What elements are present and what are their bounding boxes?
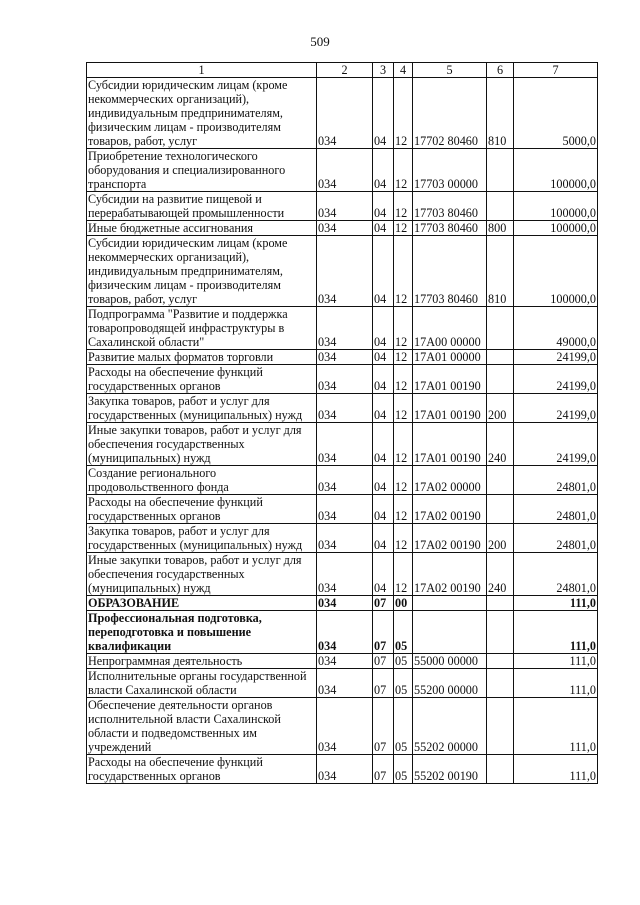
table-row — [87, 755, 598, 784]
row-pr-cell: 12 — [394, 236, 413, 307]
row-vr-cell — [487, 365, 514, 394]
row-gr-cell: 034 — [317, 221, 373, 236]
table-row — [87, 654, 598, 669]
row-sum-cell: 24199,0 — [514, 423, 598, 466]
row-vr-cell — [487, 654, 514, 669]
header-col-pr: 4 — [394, 63, 413, 78]
row-sum-cell: 24199,0 — [514, 350, 598, 365]
row-vr-cell: 810 — [487, 78, 514, 149]
row-name-cell: Создание регионального продовольственного фонда — [87, 466, 317, 495]
row-name-cell: Субсидии юридическим лицам (кроме некоммерческих организаций), индивидуальным предпринимателям, физическим лицам - производителям товаров, работ, услуг — [87, 78, 317, 149]
row-vr-cell: 810 — [487, 236, 514, 307]
row-vr-cell — [487, 596, 514, 611]
row-rz-cell: 04 — [373, 394, 394, 423]
table-row — [87, 236, 598, 307]
row-sum-cell: 100000,0 — [514, 149, 598, 192]
table-row — [87, 553, 598, 596]
row-name-cell: Иные бюджетные ассигнования — [87, 221, 317, 236]
row-pr-cell: 12 — [394, 466, 413, 495]
row-rz-cell: 07 — [373, 654, 394, 669]
row-name-cell: Расходы на обеспечение функций государственных органов — [87, 365, 317, 394]
row-name-cell: Подпрограмма "Развитие и поддержка товаропроводящей инфраструктуры в Сахалинской области" — [87, 307, 317, 350]
header-col-sum: 7 — [514, 63, 598, 78]
row-pr-cell: 12 — [394, 78, 413, 149]
row-name-cell: Обеспечение деятельности органов исполнительной власти Сахалинской области и подведомственных им учреждений — [87, 698, 317, 755]
row-csr-cell: 17703 00000 — [413, 149, 487, 192]
row-vr-cell — [487, 698, 514, 755]
row-rz-cell: 04 — [373, 236, 394, 307]
row-vr-cell — [487, 611, 514, 654]
row-rz-cell: 04 — [373, 365, 394, 394]
page-number: 509 — [310, 34, 330, 49]
row-pr-cell: 05 — [394, 669, 413, 698]
row-sum-cell: 24199,0 — [514, 365, 598, 394]
row-gr-cell: 034 — [317, 307, 373, 350]
row-sum-cell: 100000,0 — [514, 221, 598, 236]
header-col-gr: 2 — [317, 63, 373, 78]
row-rz-cell: 07 — [373, 611, 394, 654]
header-col-vr: 6 — [487, 63, 514, 78]
row-csr-cell: 55200 00000 — [413, 669, 487, 698]
row-pr-cell: 12 — [394, 221, 413, 236]
row-rz-cell: 04 — [373, 553, 394, 596]
header-col-csr: 5 — [413, 63, 487, 78]
row-csr-cell: 17703 80460 — [413, 236, 487, 307]
row-rz-cell: 04 — [373, 524, 394, 553]
row-vr-cell — [487, 307, 514, 350]
row-csr-cell — [413, 611, 487, 654]
row-vr-cell — [487, 669, 514, 698]
row-csr-cell: 17А01 00190 — [413, 365, 487, 394]
row-pr-cell: 00 — [394, 596, 413, 611]
table-row — [87, 350, 598, 365]
row-csr-cell: 17703 80460 — [413, 192, 487, 221]
table-row — [87, 365, 598, 394]
row-name-cell: Субсидии на развитие пищевой и перерабатывающей промышленности — [87, 192, 317, 221]
row-name-cell: Развитие малых форматов торговли — [87, 350, 317, 365]
row-rz-cell: 04 — [373, 466, 394, 495]
row-pr-cell: 12 — [394, 495, 413, 524]
row-sum-cell: 24801,0 — [514, 495, 598, 524]
row-vr-cell: 200 — [487, 524, 514, 553]
table-row — [87, 669, 598, 698]
row-csr-cell: 55202 00190 — [413, 755, 487, 784]
row-csr-cell: 17703 80460 — [413, 221, 487, 236]
row-pr-cell: 12 — [394, 394, 413, 423]
row-rz-cell: 04 — [373, 350, 394, 365]
row-sum-cell: 111,0 — [514, 596, 598, 611]
row-gr-cell: 034 — [317, 394, 373, 423]
row-pr-cell: 12 — [394, 365, 413, 394]
row-sum-cell: 49000,0 — [514, 307, 598, 350]
row-rz-cell: 04 — [373, 221, 394, 236]
table-row — [87, 596, 598, 611]
row-gr-cell: 034 — [317, 350, 373, 365]
row-gr-cell: 034 — [317, 423, 373, 466]
header-col-name: 1 — [87, 63, 317, 78]
row-csr-cell: 17А02 00000 — [413, 466, 487, 495]
row-csr-cell: 17А01 00000 — [413, 350, 487, 365]
row-name-cell: Исполнительные органы государственной власти Сахалинской области — [87, 669, 317, 698]
table-row — [87, 149, 598, 192]
row-vr-cell — [487, 466, 514, 495]
row-vr-cell — [487, 149, 514, 192]
table-body — [87, 78, 598, 784]
row-name-cell: Расходы на обеспечение функций государственных органов — [87, 755, 317, 784]
row-gr-cell: 034 — [317, 596, 373, 611]
table-row — [87, 466, 598, 495]
row-rz-cell: 07 — [373, 698, 394, 755]
row-name-cell: Приобретение технологического оборудования и специализированного транспорта — [87, 149, 317, 192]
table-header-row — [87, 63, 598, 78]
row-rz-cell: 04 — [373, 192, 394, 221]
table-row — [87, 221, 598, 236]
row-gr-cell: 034 — [317, 755, 373, 784]
row-pr-cell: 12 — [394, 149, 413, 192]
row-sum-cell: 100000,0 — [514, 236, 598, 307]
row-sum-cell: 111,0 — [514, 669, 598, 698]
row-sum-cell: 111,0 — [514, 755, 598, 784]
row-gr-cell: 034 — [317, 524, 373, 553]
row-name-cell: Иные закупки товаров, работ и услуг для обеспечения государственных (муниципальных) нужд — [87, 553, 317, 596]
row-rz-cell: 04 — [373, 78, 394, 149]
row-pr-cell: 05 — [394, 611, 413, 654]
row-rz-cell: 07 — [373, 755, 394, 784]
row-name-cell: Профессиональная подготовка, переподготовка и повышение квалификации — [87, 611, 317, 654]
row-rz-cell: 07 — [373, 669, 394, 698]
row-pr-cell: 05 — [394, 755, 413, 784]
row-name-cell: Закупка товаров, работ и услуг для государственных (муниципальных) нужд — [87, 394, 317, 423]
row-vr-cell: 200 — [487, 394, 514, 423]
row-gr-cell: 034 — [317, 669, 373, 698]
table-row — [87, 698, 598, 755]
row-vr-cell — [487, 495, 514, 524]
row-gr-cell: 034 — [317, 466, 373, 495]
row-csr-cell: 17702 80460 — [413, 78, 487, 149]
row-pr-cell: 05 — [394, 698, 413, 755]
row-csr-cell: 17А02 00190 — [413, 553, 487, 596]
row-gr-cell: 034 — [317, 192, 373, 221]
row-gr-cell: 034 — [317, 495, 373, 524]
row-csr-cell: 17А02 00190 — [413, 495, 487, 524]
table-row — [87, 611, 598, 654]
table-row — [87, 394, 598, 423]
row-vr-cell: 240 — [487, 553, 514, 596]
table-row — [87, 78, 598, 149]
row-pr-cell: 12 — [394, 423, 413, 466]
row-csr-cell — [413, 596, 487, 611]
row-sum-cell: 111,0 — [514, 698, 598, 755]
row-pr-cell: 12 — [394, 553, 413, 596]
row-name-cell: ОБРАЗОВАНИЕ — [87, 596, 317, 611]
table-row — [87, 524, 598, 553]
row-gr-cell: 034 — [317, 365, 373, 394]
row-rz-cell: 04 — [373, 307, 394, 350]
row-vr-cell — [487, 192, 514, 221]
row-csr-cell: 17А02 00190 — [413, 524, 487, 553]
row-csr-cell: 17А00 00000 — [413, 307, 487, 350]
table-row — [87, 423, 598, 466]
row-pr-cell: 12 — [394, 350, 413, 365]
row-pr-cell: 05 — [394, 654, 413, 669]
table-row — [87, 192, 598, 221]
row-name-cell: Субсидии юридическим лицам (кроме некоммерческих организаций), индивидуальным предпринимателям, физическим лицам - производителям товаров, работ, услуг — [87, 236, 317, 307]
row-rz-cell: 04 — [373, 149, 394, 192]
row-gr-cell: 034 — [317, 654, 373, 669]
row-sum-cell: 24199,0 — [514, 394, 598, 423]
row-vr-cell: 240 — [487, 423, 514, 466]
row-sum-cell: 5000,0 — [514, 78, 598, 149]
row-sum-cell: 111,0 — [514, 611, 598, 654]
row-gr-cell: 034 — [317, 698, 373, 755]
row-csr-cell: 55000 00000 — [413, 654, 487, 669]
row-vr-cell — [487, 350, 514, 365]
table-row — [87, 495, 598, 524]
row-name-cell: Расходы на обеспечение функций государственных органов — [87, 495, 317, 524]
row-pr-cell: 12 — [394, 307, 413, 350]
row-vr-cell: 800 — [487, 221, 514, 236]
row-pr-cell: 12 — [394, 524, 413, 553]
row-csr-cell: 55202 00000 — [413, 698, 487, 755]
row-sum-cell: 100000,0 — [514, 192, 598, 221]
table-row — [87, 307, 598, 350]
row-name-cell: Иные закупки товаров, работ и услуг для обеспечения государственных (муниципальных) нужд — [87, 423, 317, 466]
row-name-cell: Закупка товаров, работ и услуг для государственных (муниципальных) нужд — [87, 524, 317, 553]
row-rz-cell: 04 — [373, 495, 394, 524]
row-pr-cell: 12 — [394, 192, 413, 221]
row-csr-cell: 17А01 00190 — [413, 423, 487, 466]
row-vr-cell — [487, 755, 514, 784]
row-sum-cell: 111,0 — [514, 654, 598, 669]
row-gr-cell: 034 — [317, 236, 373, 307]
header-col-rz: 3 — [373, 63, 394, 78]
row-gr-cell: 034 — [317, 611, 373, 654]
row-gr-cell: 034 — [317, 553, 373, 596]
row-csr-cell: 17А01 00190 — [413, 394, 487, 423]
row-name-cell: Непрограммная деятельность — [87, 654, 317, 669]
row-rz-cell: 07 — [373, 596, 394, 611]
row-gr-cell: 034 — [317, 149, 373, 192]
row-gr-cell: 034 — [317, 78, 373, 149]
row-rz-cell: 04 — [373, 423, 394, 466]
row-sum-cell: 24801,0 — [514, 553, 598, 596]
budget-table — [86, 62, 598, 784]
row-sum-cell: 24801,0 — [514, 524, 598, 553]
row-sum-cell: 24801,0 — [514, 466, 598, 495]
